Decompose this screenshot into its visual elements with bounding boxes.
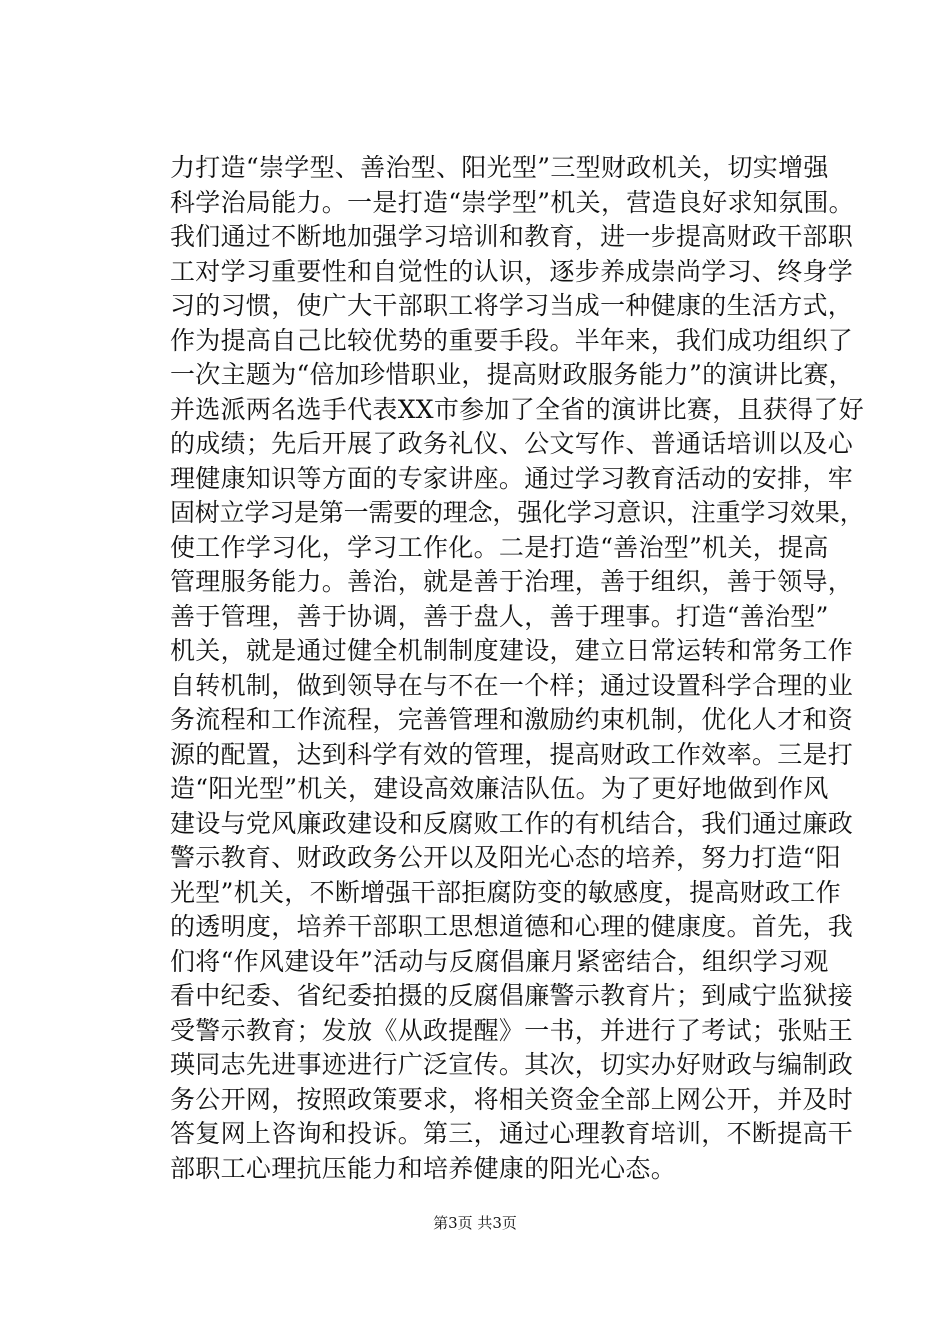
text-line: 们将“作风建设年”活动与反腐倡廉月紧密结合，组织学习观 xyxy=(170,946,829,976)
text-line: 部职工心理抗压能力和培养健康的阳光心态。 xyxy=(170,1153,677,1183)
text-line: 务流程和工作流程，完善管理和激励约束机制，优化人才和资 xyxy=(170,705,854,734)
text-line: 善于管理，善于协调，善于盘人，善于理事。打造“善治型” xyxy=(170,601,829,631)
text-line: 的透明度，培养干部职工思想道德和心理的健康度。首先，我 xyxy=(170,912,854,941)
text-line: 建设与党风廉政建设和反腐败工作的有机结合，我们通过廉政 xyxy=(170,808,854,838)
text-line: 光型”机关，不断增强干部拒腐防变的敏感度，提高财政工作 xyxy=(170,877,841,907)
text-line: 我们通过不断地加强学习培训和教育，进一步提高财政干部职 xyxy=(170,222,854,251)
text-line: 瑛同志先进事迹进行广泛宣传。其次，切实办好财政与编制政 xyxy=(170,1050,854,1079)
text-line: 源的配置，达到科学有效的管理，提高财政工作效率。三是打 xyxy=(170,739,854,769)
page-number-footer: 第3页 共3页 xyxy=(433,1214,517,1232)
text-line: 习的习惯，使广大干部职工将学习当成一种健康的生活方式， xyxy=(170,291,854,320)
text-line: 作为提高自己比较优势的重要手段。半年来，我们成功组织了 xyxy=(170,325,854,355)
text-line: 使工作学习化，学习工作化。二是打造“善治型”机关，提高 xyxy=(170,532,829,562)
text-line: 理健康知识等方面的专家讲座。通过学习教育活动的安排，牢 xyxy=(170,463,854,493)
text-line: 一次主题为“倍加珍惜职业，提高财政服务能力”的演讲比赛， xyxy=(170,360,854,389)
text-line: 固树立学习是第一需要的理念，强化学习意识，注重学习效果， xyxy=(170,498,865,527)
text-line: 自转机制，做到领导在与不在一个样；通过设置科学合理的业 xyxy=(170,670,854,700)
text-line: 工对学习重要性和自觉性的认识，逐步养成崇尚学习、终身学 xyxy=(170,256,854,286)
text-line: 看中纪委、省纪委拍摄的反腐倡廉警示教育片；到咸宁监狱接 xyxy=(170,981,854,1010)
text-line: 造“阳光型”机关，建设高效廉洁队伍。为了更好地做到作风 xyxy=(170,774,829,803)
text-line: 管理服务能力。善治，就是善于治理，善于组织，善于领导， xyxy=(170,567,854,596)
text-line: 力打造“崇学型、善治型、阳光型”三型财政机关，切实增强 xyxy=(170,153,829,182)
text-line: 警示教育、财政政务公开以及阳光心态的培养，努力打造“阳 xyxy=(170,843,841,872)
text-line: 机关，就是通过健全机制制度建设，建立日常运转和常务工作 xyxy=(170,636,854,665)
text-line: 务公开网，按照政策要求，将相关资金全部上网公开，并及时 xyxy=(170,1084,854,1114)
body-paragraph xyxy=(170,151,870,1186)
text-line: 并选派两名选手代表XX市参加了全省的演讲比赛，且获得了好 xyxy=(170,394,864,424)
text-line: 的成绩；先后开展了政务礼仪、公文写作、普通话培训以及心 xyxy=(170,429,854,458)
text-line: 科学治局能力。一是打造“崇学型”机关，营造良好求知氛围。 xyxy=(170,187,854,217)
text-line: 答复网上咨询和投诉。第三，通过心理教育培训，不断提高干 xyxy=(170,1119,854,1148)
text-line: 受警示教育；发放《从政提醒》一书，并进行了考试；张贴王 xyxy=(170,1015,854,1045)
